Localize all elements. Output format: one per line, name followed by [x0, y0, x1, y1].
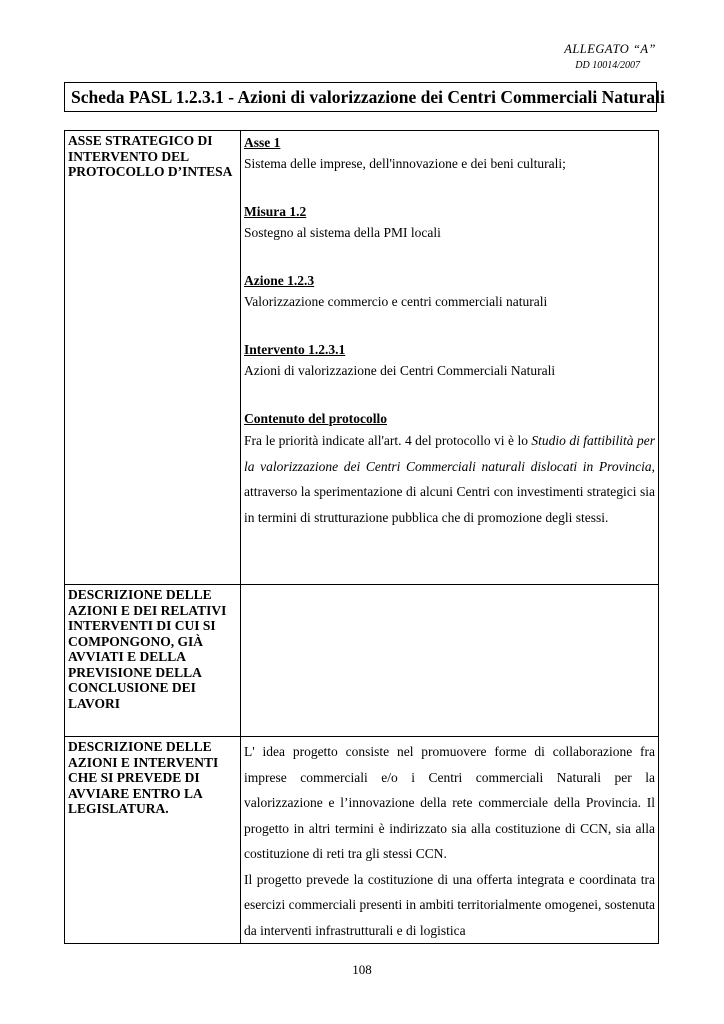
paragraph: Il progetto prevede la costituzione di una offerta integrata e coordinata tra esercizi commerciali presenti in ambiti territorialmente omogenei, sostenuta da interventi infrastrutturali e di logistica — [244, 871, 655, 938]
section-text: Azioni di valorizzazione dei Centri Commerciali Naturali — [244, 363, 556, 378]
paragraph: L' idea progetto consiste nel promuovere forme di collaborazione fra imprese commerciali e/o i Centri commerciali Naturali per la valorizzazione e l’innovazione della rete commerciale della Provincia. Il progetto in altri termini è indirizzato sia alla costituzione di CCN, sia alla costituzione di reti tra gli stessi CCN. — [244, 744, 655, 861]
table-row — [65, 585, 659, 737]
section-text: Valorizzazione commercio e centri commerciali naturali — [244, 294, 548, 309]
row-content — [241, 131, 659, 585]
allegato-label: ALLEGATO “A” — [564, 42, 656, 56]
protocol-content-text — [244, 428, 655, 530]
page-title: Scheda PASL 1.2.3.1 - Azioni di valorizzazione dei Centri Commerciali Naturali — [64, 82, 657, 112]
table-row — [65, 131, 659, 585]
table-row — [65, 737, 659, 944]
section-text: Sistema delle imprese, dell'innovazione e dei beni culturali; — [244, 156, 566, 171]
section-heading: Misura 1.2 — [244, 204, 307, 219]
decree-reference: DD 10014/2007 — [575, 60, 640, 71]
row-label: ASSE STRATEGICO DI INTERVENTO DEL PROTOCOLLO D’INTESA — [65, 131, 241, 585]
section-heading: Contenuto del protocollo — [244, 411, 388, 426]
page-number: 108 — [352, 962, 372, 977]
protocol-text-italic: Studio di fattibilità per la valorizzazione dei Centri Commerciali naturali dislocati in Provincia — [244, 433, 655, 474]
protocol-text-after: , attraverso la sperimentazione di alcuni Centri con investimenti strategici sia in termini di strutturazione pubblica che di promozione degli stessi. — [244, 458, 655, 525]
form-table — [64, 130, 659, 944]
section-heading: Asse 1 — [244, 135, 281, 150]
protocol-text-before: Fra le priorità indicate all'art. 4 del protocollo vi è lo — [244, 433, 532, 448]
row-content — [241, 585, 659, 737]
section-heading: Intervento 1.2.3.1 — [244, 342, 346, 357]
section-text: Sostegno al sistema della PMI locali — [244, 225, 441, 240]
row-content — [241, 737, 659, 944]
row-label: DESCRIZIONE DELLE AZIONI E INTERVENTI CHE SI PREVEDE DI AVVIARE ENTRO LA LEGISLATURA. — [65, 737, 241, 944]
section-heading: Azione 1.2.3 — [244, 273, 315, 288]
row-label: DESCRIZIONE DELLE AZIONI E DEI RELATIVI INTERVENTI DI CUI SI COMPONGONO, GIÀ AVVIATI E DELLA PREVISIONE DELLA CONCLUSIONE DEI LAVORI — [65, 585, 241, 737]
